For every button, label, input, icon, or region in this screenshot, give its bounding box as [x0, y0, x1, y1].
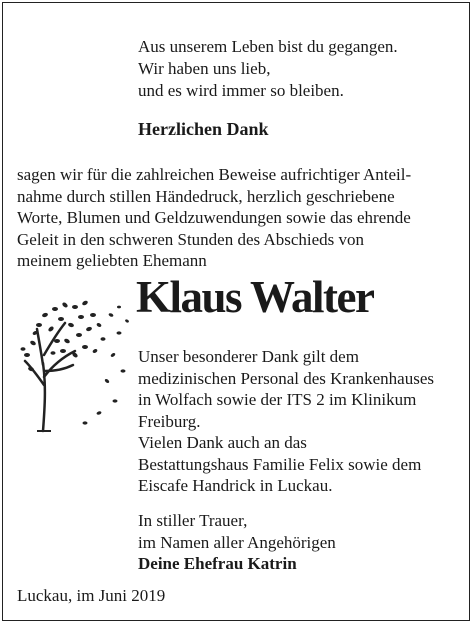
- poem-line: Aus unserem Leben bist du gegangen.: [138, 37, 398, 56]
- thanks-line: Eiscafe Handrick in Luckau.: [138, 476, 333, 495]
- poem-line: Wir haben uns lieb,: [138, 59, 271, 78]
- paragraph-line: Geleit in den schweren Stunden des Abschieds von: [17, 229, 365, 249]
- paragraph-line: meinem geliebten Ehemann: [17, 251, 207, 270]
- paragraph-line: sagen wir für die zahlreichen Beweise aufrichtiger Anteil-: [17, 165, 412, 184]
- closing: [138, 510, 336, 575]
- thanks-line: Vielen Dank auch an das: [138, 433, 307, 452]
- thanks-line: Freiburg.: [138, 411, 201, 431]
- thanks-line: Unser besonderer Dank gilt dem: [138, 347, 359, 366]
- thanks-line: medizinischen Personal des Krankenhauses: [138, 368, 434, 388]
- paragraph-line: nahme durch stillen Händedruck, herzlich geschriebene: [17, 186, 395, 206]
- tree-with-falling-leaves-icon: [15, 285, 131, 440]
- heading: Herzlichen Dank: [138, 119, 269, 139]
- thanks-paragraph: [17, 164, 463, 272]
- obituary-notice: [2, 2, 470, 621]
- deceased-name: Klaus Walter: [136, 272, 374, 322]
- special-thanks: [138, 346, 434, 497]
- paragraph-line: Worte, Blumen und Geldzuwendungen sowie das ehrende: [17, 208, 411, 227]
- closing-line: In stiller Trauer,: [138, 511, 248, 530]
- thanks-line: in Wolfach sowie der ITS 2 im Klinikum: [138, 390, 417, 409]
- place-date: Luckau, im Juni 2019: [17, 586, 166, 605]
- poem: [138, 36, 398, 102]
- signature: Deine Ehefrau Katrin: [138, 554, 297, 573]
- thanks-line: Bestattungshaus Familie Felix sowie dem: [138, 454, 422, 474]
- closing-line: im Namen aller Angehörigen: [138, 532, 336, 552]
- poem-line: und es wird immer so bleiben.: [138, 81, 344, 100]
